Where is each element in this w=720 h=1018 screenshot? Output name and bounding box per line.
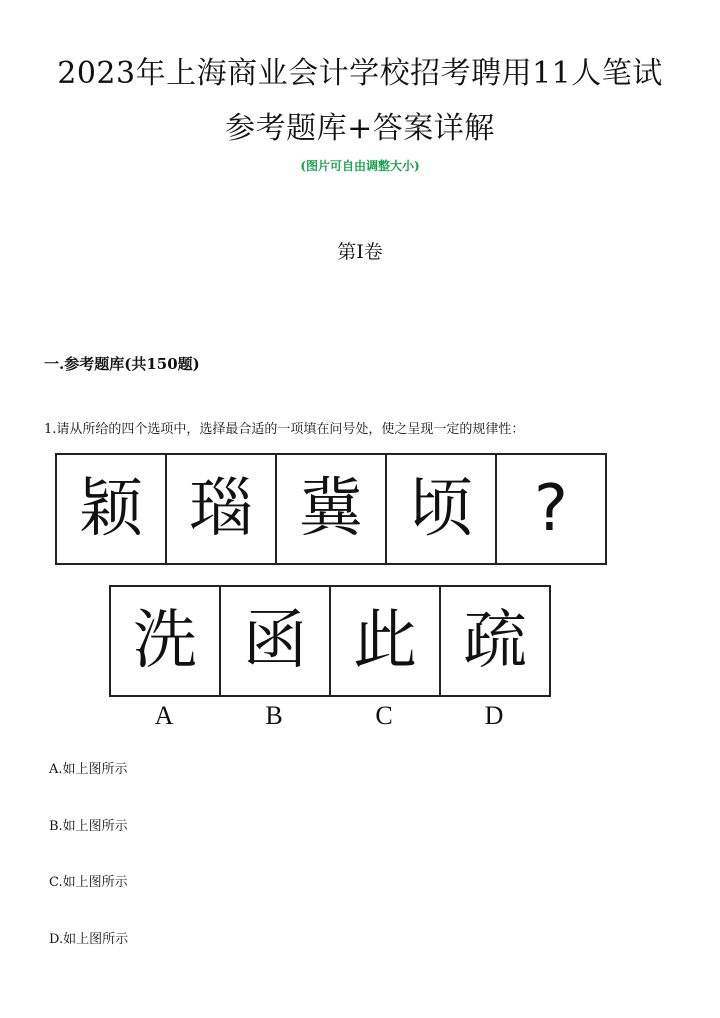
- option-letter-b: B: [265, 701, 283, 730]
- answer-option-c: C.如上图所示: [49, 875, 128, 890]
- question-text: 1.请从所给的四个选项中，选择最合适的一项填在问号处，使之呈现一定的规律性：: [44, 422, 525, 437]
- stem-char-cell: 顷: [387, 455, 497, 563]
- answer-option-d: D.如上图所示: [49, 932, 129, 947]
- document-title-line-2: 参考题库+答案详解: [225, 111, 495, 146]
- option-char-cell-d: 疏: [441, 587, 551, 695]
- image-resize-note: (图片可自由调整大小): [300, 159, 420, 173]
- section-heading: 一.参考题库(共150题): [44, 355, 200, 373]
- option-char-cell-c: 此: [331, 587, 441, 695]
- option-letter-d: D: [484, 701, 504, 730]
- stem-char-cell: 瑙: [167, 455, 277, 563]
- question-figure-row: [55, 453, 607, 565]
- option-letter-a: A: [154, 701, 174, 730]
- question-mark-cell: ?: [497, 455, 607, 563]
- volume-heading: 第I卷: [337, 241, 383, 263]
- option-char-cell-b: 函: [221, 587, 331, 695]
- answer-option-b: B.如上图所示: [49, 819, 128, 834]
- option-letter-c: C: [375, 701, 393, 730]
- option-letter-row: [109, 700, 549, 732]
- answer-option-a: A.如上图所示: [49, 762, 128, 777]
- option-char-cell-a: 洗: [111, 587, 221, 695]
- document-title-line-1: 2023年上海商业会计学校招考聘用11人笔试: [57, 56, 663, 91]
- option-figure-row: [109, 585, 551, 697]
- stem-char-cell: 颖: [57, 455, 167, 563]
- stem-char-cell: 冀: [277, 455, 387, 563]
